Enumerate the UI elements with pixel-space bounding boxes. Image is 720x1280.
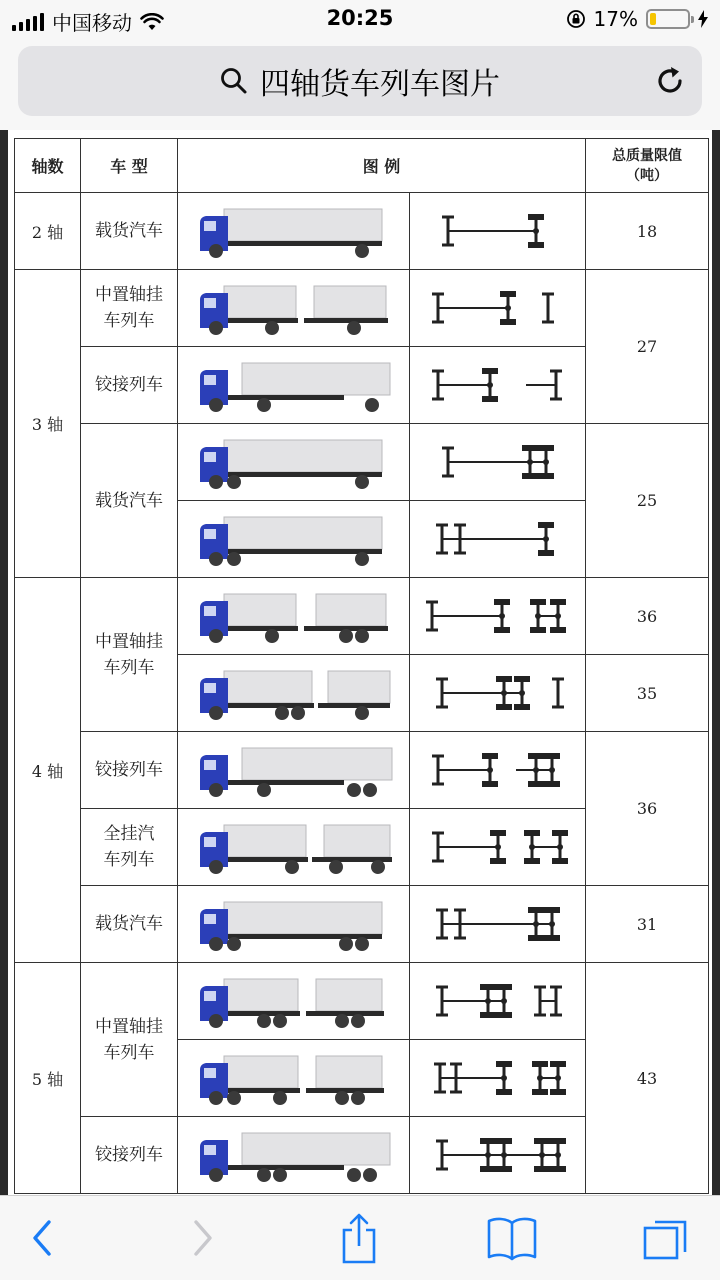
cab-window <box>204 760 216 770</box>
vehicle-type: 中置轴挂车列车 <box>81 963 178 1117</box>
axle-tire <box>544 935 560 941</box>
vehicle-image <box>178 886 410 963</box>
vehicle-image <box>178 578 410 655</box>
axle-tire <box>482 781 498 787</box>
cargo-box <box>224 1056 298 1088</box>
cargo-box <box>224 671 312 703</box>
axle-diagram <box>410 886 586 963</box>
axle-tire <box>494 599 510 605</box>
axle-tire <box>530 599 546 605</box>
mass-limit: 36 <box>586 578 709 655</box>
wheel <box>347 783 361 797</box>
axle-tire <box>514 676 530 682</box>
cab-window <box>204 1068 216 1078</box>
mass-limit: 31 <box>586 886 709 963</box>
axle-joint <box>499 613 505 619</box>
search-icon <box>220 67 248 95</box>
axle-tire <box>524 830 540 836</box>
wheel <box>209 1091 223 1105</box>
reload-icon[interactable] <box>652 63 688 99</box>
vehicle-type: 铰接列车 <box>81 347 178 424</box>
bookmarks-button[interactable] <box>482 1210 542 1266</box>
tabs-icon <box>641 1214 689 1262</box>
cargo-box <box>328 671 390 703</box>
chassis <box>304 318 388 323</box>
axle-layout <box>418 432 578 492</box>
header-type: 车 型 <box>81 139 178 193</box>
axle-tire <box>482 396 498 402</box>
cab-window <box>204 837 216 847</box>
wheel <box>227 475 241 489</box>
cab-window <box>204 606 216 616</box>
axle-count: 3 轴 <box>15 270 81 578</box>
axle-layout <box>418 355 578 415</box>
wheel <box>265 629 279 643</box>
cargo-box <box>224 594 296 626</box>
axle-tire <box>480 1012 496 1018</box>
truck-illustration <box>194 740 394 800</box>
vehicle-image <box>178 1117 410 1194</box>
cab-window <box>204 1145 216 1155</box>
axle-joint <box>485 998 491 1004</box>
axle-layout <box>418 509 578 569</box>
axle-tire <box>544 753 560 759</box>
wheel <box>351 1091 365 1105</box>
wheel <box>355 629 369 643</box>
axle-diagram <box>410 1040 586 1117</box>
back-button[interactable] <box>12 1210 72 1266</box>
axle-count: 5 轴 <box>15 963 81 1194</box>
orientation-lock-icon <box>566 9 586 29</box>
wheel <box>273 1168 287 1182</box>
axle-diagram <box>410 347 586 424</box>
axle-joint <box>519 690 525 696</box>
bookmarks-icon <box>486 1215 538 1261</box>
vehicle-image <box>178 424 410 501</box>
vehicle-type: 中置轴挂车列车 <box>81 578 178 732</box>
vehicle-image <box>178 501 410 578</box>
wheel <box>285 860 299 874</box>
axle-tire <box>496 1089 512 1095</box>
axle-tire <box>538 550 554 556</box>
wheel <box>339 937 353 951</box>
wheel <box>257 1168 271 1182</box>
vehicle-type: 全挂汽车列车 <box>81 809 178 886</box>
axle-tire <box>480 1138 496 1144</box>
wheel <box>209 1168 223 1182</box>
cargo-box <box>224 517 382 549</box>
axle-tire <box>482 753 498 759</box>
axle-diagram <box>410 193 586 270</box>
wheel <box>227 937 241 951</box>
axle-layout <box>418 201 578 261</box>
wheel <box>275 706 289 720</box>
truck-illustration <box>194 663 394 723</box>
cargo-box <box>316 1056 382 1088</box>
axle-joint <box>485 1152 491 1158</box>
wheel <box>329 860 343 874</box>
wheel <box>265 321 279 335</box>
axle-layout <box>418 278 578 338</box>
axle-layout <box>418 740 578 800</box>
axle-tire <box>480 984 496 990</box>
axle-layout <box>418 586 578 646</box>
truck-illustration <box>194 586 394 646</box>
chassis <box>204 241 382 246</box>
cargo-box <box>242 748 392 780</box>
wheel <box>273 1091 287 1105</box>
axle-tire <box>496 1061 512 1067</box>
axle-tire <box>528 242 544 248</box>
axle-joint <box>487 382 493 388</box>
axle-tire <box>532 1061 548 1067</box>
vehicle-type: 中置轴挂车列车 <box>81 270 178 347</box>
axle-joint <box>555 1152 561 1158</box>
axle-layout <box>418 894 578 954</box>
axle-tire <box>500 319 516 325</box>
axle-tire <box>480 1166 496 1172</box>
vehicle-type: 载货汽车 <box>81 886 178 963</box>
axle-joint <box>539 1152 545 1158</box>
vehicle-type: 载货汽车 <box>81 424 178 578</box>
truck-illustration <box>194 894 394 954</box>
axle-joint <box>537 1075 543 1081</box>
wheel <box>209 1014 223 1028</box>
truck-illustration <box>194 817 394 877</box>
wheel <box>209 321 223 335</box>
mass-limit: 35 <box>586 655 709 732</box>
search-query[interactable]: 四轴货车列车图片 <box>260 67 500 102</box>
axle-tire <box>550 1089 566 1095</box>
axle-tire <box>522 445 538 451</box>
wheel <box>363 1168 377 1182</box>
axle-tire <box>538 522 554 528</box>
truck-illustration <box>194 971 394 1031</box>
vehicle-type: 铰接列车 <box>81 732 178 809</box>
axle-count: 4 轴 <box>15 578 81 963</box>
wheel <box>209 629 223 643</box>
axle-layout <box>418 817 578 877</box>
axle-tire <box>496 1138 512 1144</box>
carrier-label: 中国移动 <box>52 11 132 35</box>
wheel <box>209 783 223 797</box>
axle-tire <box>496 676 512 682</box>
axle-tire <box>482 368 498 374</box>
axle-count: 2 轴 <box>15 193 81 270</box>
truck-axle-table <box>14 138 709 1194</box>
wheel <box>291 706 305 720</box>
truck-illustration <box>194 1125 394 1185</box>
cargo-box <box>224 440 382 472</box>
cargo-box <box>224 979 298 1011</box>
axle-joint <box>555 1075 561 1081</box>
vehicle-image <box>178 347 410 424</box>
axle-tire <box>550 1138 566 1144</box>
axle-joint <box>501 1075 507 1081</box>
wheel <box>339 629 353 643</box>
cargo-box <box>224 209 382 241</box>
axle-joint <box>501 1152 507 1158</box>
cargo-box <box>224 286 296 318</box>
axle-joint <box>533 228 539 234</box>
axle-tire <box>528 753 544 759</box>
axle-joint <box>543 459 549 465</box>
axle-tire <box>550 1061 566 1067</box>
wheel <box>371 860 385 874</box>
vehicle-type: 载货汽车 <box>81 193 178 270</box>
battery-percent: 17% <box>593 7 638 31</box>
address-bar[interactable] <box>18 46 702 116</box>
vehicle-image <box>178 809 410 886</box>
axle-tire <box>522 473 538 479</box>
axle-tire <box>524 858 540 864</box>
wheel <box>227 1091 241 1105</box>
axle-joint <box>533 921 539 927</box>
mass-limit: 43 <box>586 963 709 1194</box>
axle-joint <box>533 767 539 773</box>
cargo-box <box>242 1133 390 1165</box>
cab-window <box>204 221 216 231</box>
axle-diagram <box>410 578 586 655</box>
cab-window <box>204 914 216 924</box>
cargo-box <box>324 825 390 857</box>
axle-diagram <box>410 655 586 732</box>
axle-tire <box>514 704 530 710</box>
axle-tire <box>496 984 512 990</box>
axle-diagram <box>410 809 586 886</box>
axle-diagram <box>410 732 586 809</box>
axle-diagram <box>410 501 586 578</box>
wheel <box>355 475 369 489</box>
axle-diagram <box>410 1117 586 1194</box>
wheel <box>209 937 223 951</box>
truck-illustration <box>194 1048 394 1108</box>
vehicle-type: 铰接列车 <box>81 1117 178 1194</box>
axle-tire <box>550 627 566 633</box>
wheel <box>209 398 223 412</box>
axle-tire <box>538 445 554 451</box>
cargo-box <box>316 594 386 626</box>
browser-toolbar <box>0 1195 720 1280</box>
mass-limit: 25 <box>586 424 709 578</box>
axle-joint <box>501 690 507 696</box>
wheel <box>355 937 369 951</box>
mass-limit: 18 <box>586 193 709 270</box>
wheel <box>355 244 369 258</box>
cab-window <box>204 991 216 1001</box>
wheel <box>347 321 361 335</box>
axle-joint <box>557 844 563 850</box>
axle-tire <box>500 291 516 297</box>
wheel <box>363 783 377 797</box>
header-axles: 轴数 <box>15 139 81 193</box>
axle-tire <box>544 907 560 913</box>
axle-joint <box>501 998 507 1004</box>
battery-icon <box>646 9 690 29</box>
battery-fill <box>650 13 656 25</box>
truck-illustration <box>194 278 394 338</box>
axle-layout <box>418 971 578 1031</box>
axle-joint <box>535 613 541 619</box>
axle-tire <box>528 907 544 913</box>
wheel <box>209 706 223 720</box>
vehicle-image <box>178 193 410 270</box>
axle-tire <box>532 1089 548 1095</box>
wheel <box>209 244 223 258</box>
vehicle-image <box>178 655 410 732</box>
status-bar <box>0 0 720 40</box>
cab-window <box>204 452 216 462</box>
axle-tire <box>544 781 560 787</box>
axle-joint <box>505 305 511 311</box>
cargo-box <box>314 286 386 318</box>
axle-tire <box>530 627 546 633</box>
wheel <box>257 1014 271 1028</box>
header-limit: 总质量限值（吨） <box>586 139 709 193</box>
charging-icon <box>698 10 708 28</box>
mass-limit: 27 <box>586 270 709 424</box>
chassis <box>318 703 390 708</box>
vehicle-image <box>178 963 410 1040</box>
axle-tire <box>528 781 544 787</box>
share-button[interactable] <box>329 1210 389 1266</box>
cab-window <box>204 683 216 693</box>
wheel <box>335 1014 349 1028</box>
axle-joint <box>487 767 493 773</box>
address-area <box>0 40 720 130</box>
cargo-box <box>242 363 390 395</box>
axle-tire <box>496 1166 512 1172</box>
vehicle-image <box>178 1040 410 1117</box>
page-content <box>0 130 720 1195</box>
cab-window <box>204 298 216 308</box>
axle-tire <box>528 214 544 220</box>
axle-tire <box>550 599 566 605</box>
cargo-box <box>224 902 382 934</box>
status-time: 20:25 <box>326 6 394 30</box>
wheel <box>365 398 379 412</box>
wheel <box>209 552 223 566</box>
wheel <box>347 1168 361 1182</box>
axle-tire <box>538 473 554 479</box>
wheel <box>227 552 241 566</box>
cab-window <box>204 375 216 385</box>
forward-icon <box>188 1218 218 1258</box>
cab-window <box>204 529 216 539</box>
axle-diagram <box>410 270 586 347</box>
axle-joint <box>529 844 535 850</box>
truck-illustration <box>194 509 394 569</box>
axle-layout <box>418 1048 578 1108</box>
back-icon <box>27 1218 57 1258</box>
tabs-button[interactable] <box>635 1210 695 1266</box>
axle-diagram <box>410 963 586 1040</box>
vehicle-image <box>178 270 410 347</box>
axle-joint <box>549 921 555 927</box>
truck-illustration <box>194 355 394 415</box>
axle-tire <box>550 1166 566 1172</box>
axle-layout <box>418 1125 578 1185</box>
forward-button[interactable] <box>173 1210 233 1266</box>
axle-tire <box>494 627 510 633</box>
truck-illustration <box>194 432 394 492</box>
wheel <box>209 475 223 489</box>
axle-tire <box>496 704 512 710</box>
cargo-box <box>224 825 306 857</box>
axle-tire <box>534 1166 550 1172</box>
axle-joint <box>527 459 533 465</box>
wheel <box>335 1091 349 1105</box>
wheel <box>351 1014 365 1028</box>
axle-joint <box>549 767 555 773</box>
wheel <box>355 706 369 720</box>
truck-illustration <box>194 201 394 261</box>
wheel <box>273 1014 287 1028</box>
axle-layout <box>418 663 578 723</box>
mass-limit: 36 <box>586 732 709 886</box>
wheel <box>209 860 223 874</box>
axle-tire <box>528 935 544 941</box>
axle-tire <box>552 830 568 836</box>
cargo-box <box>316 979 382 1011</box>
axle-tire <box>490 858 506 864</box>
wheel <box>257 398 271 412</box>
axle-joint <box>495 844 501 850</box>
axle-joint <box>555 613 561 619</box>
share-icon <box>339 1212 379 1264</box>
axle-joint <box>543 536 549 542</box>
axle-tire <box>490 830 506 836</box>
axle-tire <box>496 1012 512 1018</box>
header-diagram: 图 例 <box>178 139 586 193</box>
axle-tire <box>552 858 568 864</box>
wheel <box>257 783 271 797</box>
axle-tire <box>534 1138 550 1144</box>
vehicle-image <box>178 732 410 809</box>
axle-diagram <box>410 424 586 501</box>
wheel <box>355 552 369 566</box>
